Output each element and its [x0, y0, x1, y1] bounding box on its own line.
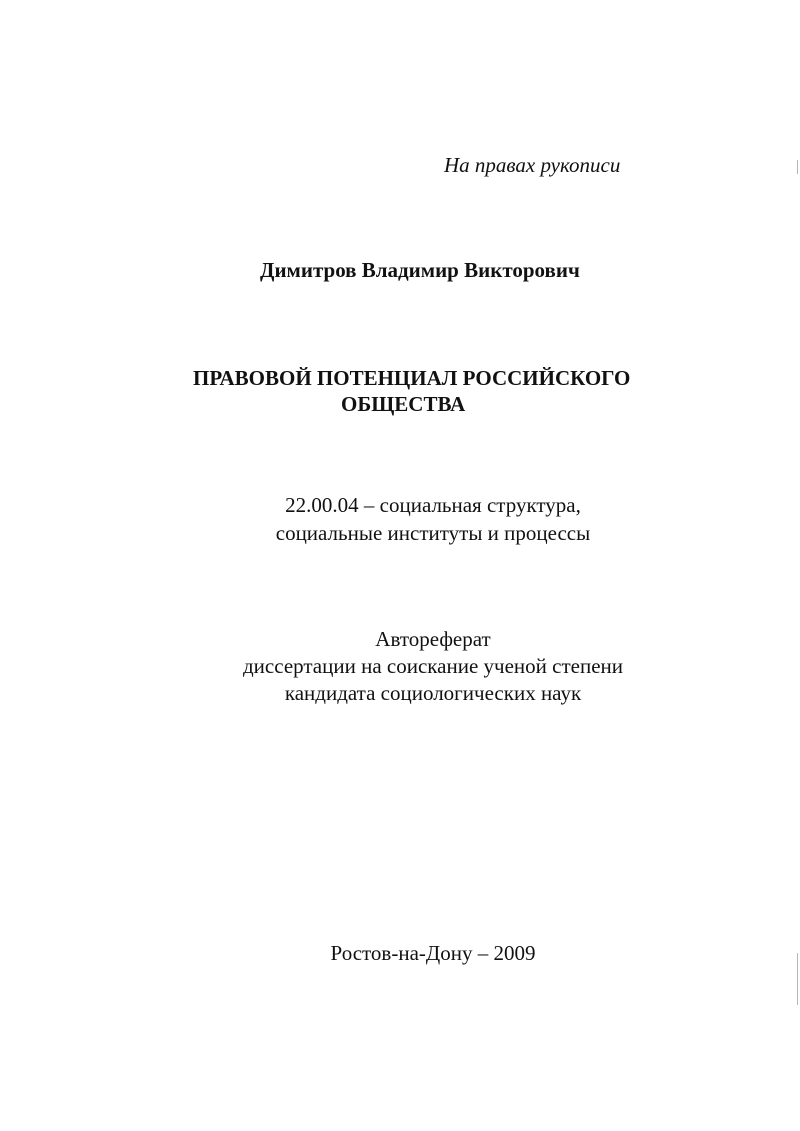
copyright-note: На правах рукописи: [444, 153, 621, 177]
author-name: Димитров Владимир Викторович: [260, 258, 580, 282]
abstract-type-line-1: Автореферат: [375, 627, 491, 651]
dissertation-title-line-2: ОБЩЕСТВА: [341, 392, 466, 416]
scan-edge-mark: [797, 160, 798, 174]
abstract-type-line-2: диссертации на соискание ученой степени: [243, 654, 623, 678]
abstract-type-line-3: кандидата социологических наук: [284, 681, 582, 705]
dissertation-title-line-1: ПРАВОВОЙ ПОТЕНЦИАЛ РОССИЙСКОГО: [193, 366, 631, 390]
place-and-year: Ростов-на-Дону – 2009: [330, 941, 536, 965]
scan-edge-mark: [797, 953, 798, 1005]
specialty-line-2: социальные институты и процессы: [275, 521, 591, 545]
specialty-line-1: 22.00.04 – социальная структура,: [285, 493, 581, 517]
